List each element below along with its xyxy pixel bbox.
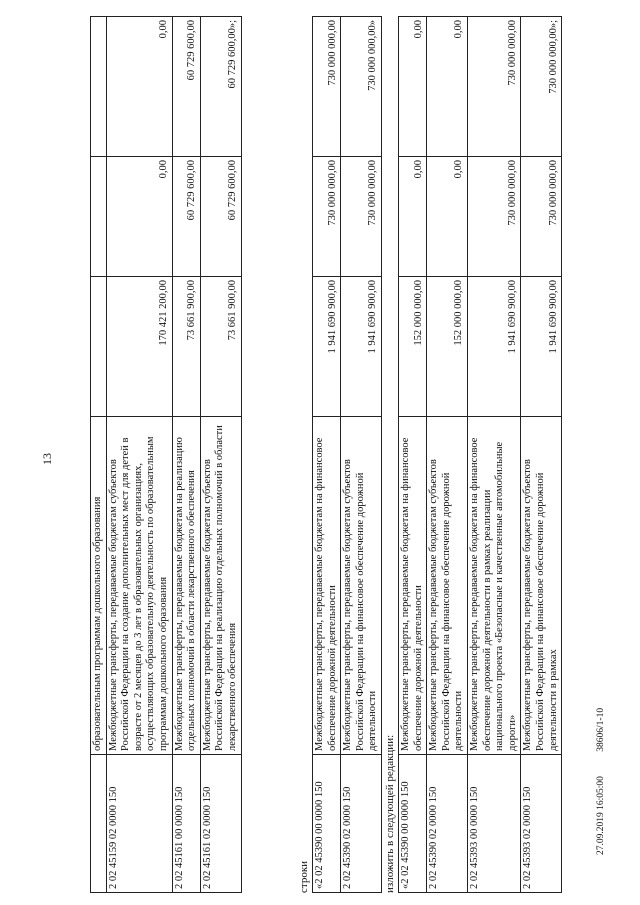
description-cell: Межбюджетные трансферты, передаваемые бюджетам на реализацию отдельных полномочий в области лекарственного обеспечения	[172, 417, 200, 755]
table-row	[200, 17, 241, 893]
amount-2020-cell: 730 000 000,00	[341, 157, 382, 277]
budget-code-cell: 2 02 45161 00 0000 150	[172, 755, 200, 893]
table-section-1	[90, 16, 242, 893]
page-number: 13	[40, 453, 54, 465]
budget-code-cell: 2 02 45393 00 0000 150	[467, 755, 520, 893]
amount-2021-cell: 730 000 000,00	[313, 17, 341, 157]
amount-2020-cell: 0,00	[427, 157, 468, 277]
table-section-3	[398, 16, 562, 893]
table-row	[467, 17, 520, 893]
table-row	[341, 17, 382, 893]
amount-2019-cell: 1 941 690 900,00	[341, 277, 382, 417]
amount-2019-cell: 170 421 200,00	[106, 277, 172, 417]
budget-code-cell: «2 02 45390 00 0000 150	[313, 755, 341, 893]
amount-2021-cell: 730 000 000,00	[467, 17, 520, 157]
page-footer	[596, 686, 606, 855]
budget-code-cell: 2 02 45393 02 0000 150	[521, 755, 562, 893]
table-row	[172, 17, 200, 893]
amount-2020-cell: 0,00	[399, 157, 427, 277]
caption-stroki: строки	[298, 860, 310, 893]
amount-2021-cell: 60 729 600,00»;	[200, 17, 241, 157]
amount-2019-cell: 1 941 690 900,00	[521, 277, 562, 417]
budget-code-cell: «2 02 45390 00 0000 150	[399, 755, 427, 893]
amount-2020-cell	[91, 157, 107, 277]
amount-2021-cell: 0,00	[427, 17, 468, 157]
footer-timestamp: 27.09.2019 16:05:00	[596, 776, 606, 855]
amount-2019-cell: 1 941 690 900,00	[467, 277, 520, 417]
amount-2021-cell: 730 000 000,00»;	[521, 17, 562, 157]
table-row	[313, 17, 341, 893]
amount-2019-cell: 1 941 690 900,00	[313, 277, 341, 417]
description-cell: образовательным программам дошкольного образования	[91, 417, 107, 755]
amount-2021-cell: 0,00	[399, 17, 427, 157]
amount-2021-cell	[91, 17, 107, 157]
table-section-2	[312, 16, 382, 893]
amount-2019-cell	[91, 277, 107, 417]
footer-doc-id: 38606/1-10	[596, 707, 606, 752]
budget-code-cell: 2 02 45390 02 0000 150	[341, 755, 382, 893]
description-cell: Межбюджетные трансферты, передаваемые бюджетам субъектов Российской Федерации на реализацию отдельных полномочий в области лекарственного обеспечения	[200, 417, 241, 755]
table-row	[521, 17, 562, 893]
amount-2020-cell: 0,00	[106, 157, 172, 277]
amount-2020-cell: 60 729 600,00	[200, 157, 241, 277]
amount-2019-cell: 73 661 900,00	[200, 277, 241, 417]
amount-2020-cell: 730 000 000,00	[313, 157, 341, 277]
description-cell: Межбюджетные трансферты, передаваемые бюджетам на финансовое обеспечение дорожной деятельности в рамках реализации национального проекта «Безопасные и качественные автомобильные дороги»	[467, 417, 520, 755]
amount-2021-cell: 0,00	[106, 17, 172, 157]
caption-new-edition: изложить в следующей редакции:	[384, 734, 396, 893]
table-row	[106, 17, 172, 893]
budget-code-cell	[91, 755, 107, 893]
description-cell: Межбюджетные трансферты, передаваемые бюджетам на финансовое обеспечение дорожной деятельности	[399, 417, 427, 755]
amount-2019-cell: 73 661 900,00	[172, 277, 200, 417]
amount-2019-cell: 152 000 000,00	[399, 277, 427, 417]
table-row	[427, 17, 468, 893]
budget-code-cell: 2 02 45390 02 0000 150	[427, 755, 468, 893]
budget-code-cell: 2 02 45161 02 0000 150	[200, 755, 241, 893]
description-cell: Межбюджетные трансферты, передаваемые бюджетам субъектов Российской Федерации на финансовое обеспечение дорожной деятельности	[427, 417, 468, 755]
table-row	[91, 17, 107, 893]
amount-2020-cell: 60 729 600,00	[172, 157, 200, 277]
amount-2020-cell: 730 000 000,00	[521, 157, 562, 277]
amount-2021-cell: 60 729 600,00	[172, 17, 200, 157]
amount-2021-cell: 730 000 000,00»	[341, 17, 382, 157]
amount-2020-cell: 730 000 000,00	[467, 157, 520, 277]
description-cell: Межбюджетные трансферты, передаваемые бюджетам на финансовое обеспечение дорожной деятельности	[313, 417, 341, 755]
description-cell: Межбюджетные трансферты, передаваемые бюджетам субъектов Российской Федерации на финансовое обеспечение дорожной деятельности	[341, 417, 382, 755]
description-cell: Межбюджетные трансферты, передаваемые бюджетам субъектов Российской Федерации на создание дополнительных мест для детей в возрасте от 2 месяцев до 3 лет в образовательных организациях, осуществляющих образовательную деятельность по образовательным программам дошкольного образования	[106, 417, 172, 755]
description-cell: Межбюджетные трансферты, передаваемые бюджетам субъектов Российской Федерации на финансовое обеспечение дорожной деятельности в рамках	[521, 417, 562, 755]
table-row	[399, 17, 427, 893]
budget-code-cell: 2 02 45159 02 0000 150	[106, 755, 172, 893]
amount-2019-cell: 152 000 000,00	[427, 277, 468, 417]
